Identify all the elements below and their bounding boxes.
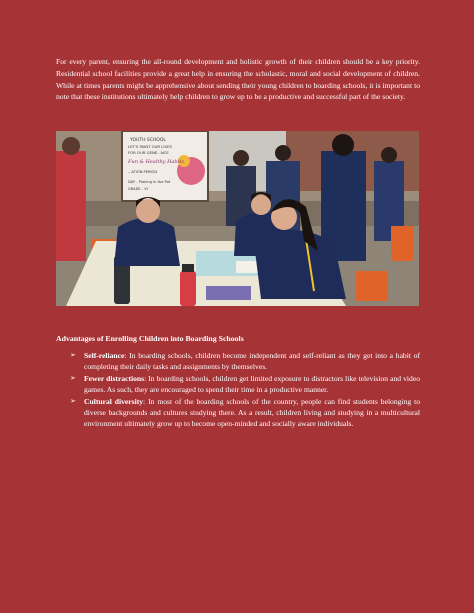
board-line-7: GRADE - VI xyxy=(128,187,148,191)
item-title: Fewer distractions xyxy=(84,373,145,383)
board-line-5: ...ATION PERIOD xyxy=(128,170,158,174)
intro-paragraph: For every parent, ensuring the all-round development and holistic growth of their children should be a key priority. Residential school facilities provide a great help in ensuring the scholastic, moral and social development of children. While at times parents might be apprehensive about sending their young children to boarding schools, it is important to note that these institutions ultimately help children to grow up to be a productive and successful part of the society. xyxy=(56,57,420,102)
board-line-1: YOUTH SCHOOL xyxy=(130,138,166,143)
advantages-list xyxy=(70,350,420,430)
arrowhead-bullet-icon: ➢ xyxy=(70,373,76,382)
list-item xyxy=(70,350,420,373)
list-item xyxy=(70,373,420,396)
board-line-4: Fun & Healthy Habits xyxy=(128,159,184,165)
section-heading: Advantages of Enrolling Children into Boarding Schools xyxy=(56,334,244,343)
classroom-photo xyxy=(56,131,419,306)
board-line-3: FOR OUR GENE...NCE xyxy=(128,150,169,155)
arrowhead-bullet-icon: ➢ xyxy=(70,351,76,359)
item-text: : In most of the boarding schools of the country, people can find students belonging to diverse backgrounds and cultures studying there. As a result, children living and studying in a multicultural environment ultimately grow up to become open-minded and socially aware individuals. xyxy=(84,396,420,429)
item-text: : In boarding schools, children become independent and self-reliant as they get into a habit of completing their daily tasks and assignments by themselves. xyxy=(84,351,420,372)
board-line-2: LET'S PAINT OUR LIVES xyxy=(128,144,172,149)
list-item xyxy=(70,396,420,430)
item-title: Cultural diversity xyxy=(84,396,144,406)
item-title: Self-reliance xyxy=(84,351,125,360)
arrowhead-bullet-icon: ➢ xyxy=(70,396,76,405)
item-text: : In boarding schools, children get limited exposure to distractors like television and video games. As such, they are encouraged to spend their time in a productive manner. xyxy=(84,373,420,395)
board-line-6: DAY - Planing In the Pot xyxy=(128,180,171,184)
